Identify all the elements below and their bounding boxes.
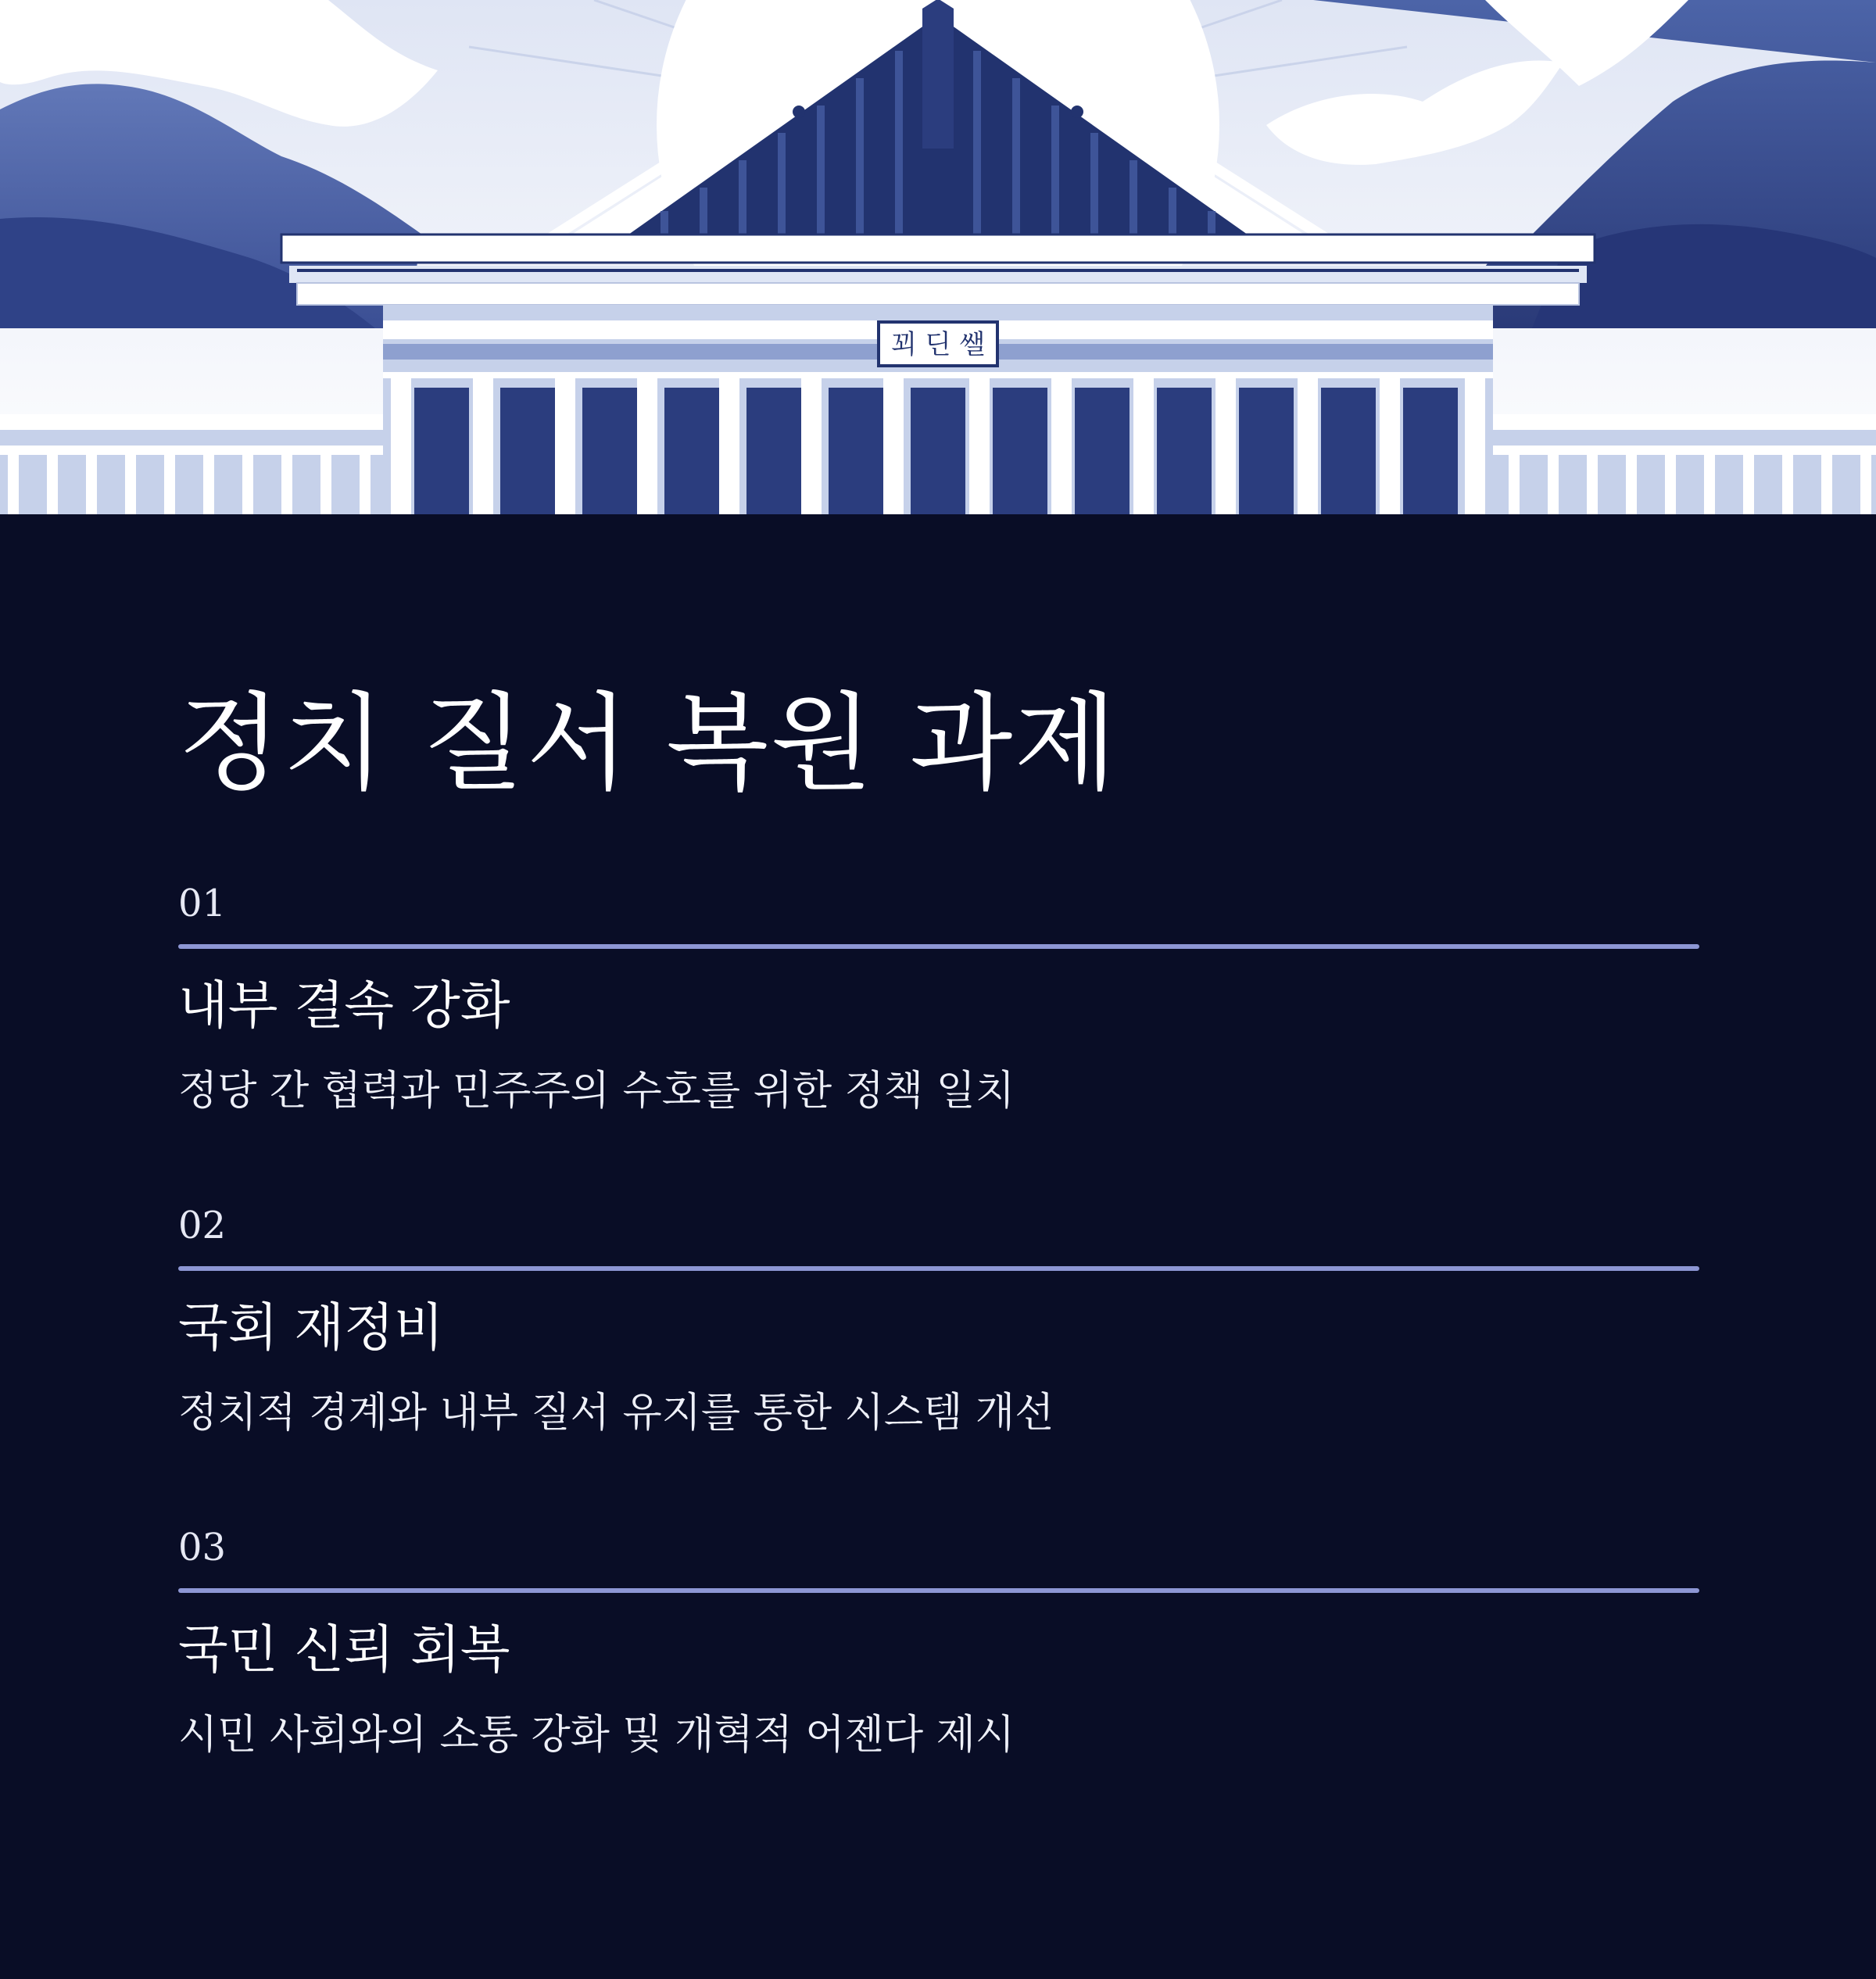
content-panel (0, 514, 1876, 1979)
item-number: 03 (178, 1526, 227, 1569)
task-item-1 (178, 882, 1699, 1151)
task-item-2 (178, 1204, 1699, 1473)
hero-illustration (0, 0, 1876, 514)
item-divider (178, 1266, 1699, 1271)
task-item-3 (178, 1526, 1699, 1795)
item-heading: 국민 신뢰 회복 (178, 1619, 510, 1680)
item-number: 01 (178, 882, 227, 925)
page-title: 정치 질서 복원 과제 (178, 682, 1119, 806)
item-description: 시민 사회와의 소통 강화 및 개혁적 어젠다 제시 (178, 1712, 1015, 1759)
item-divider (178, 1588, 1699, 1593)
plaque-text: 꾀 딘 쌜 (890, 329, 986, 360)
item-heading: 국회 재정비 (178, 1297, 444, 1358)
item-divider (178, 944, 1699, 949)
item-description: 정치적 경계와 내부 질서 유지를 통한 시스템 개선 (178, 1390, 1054, 1437)
palace-illustration (0, 0, 1876, 514)
item-number: 02 (178, 1204, 227, 1247)
item-description: 정당 간 협력과 민주주의 수호를 위한 정책 일치 (178, 1068, 1015, 1115)
item-heading: 내부 결속 강화 (178, 975, 510, 1036)
